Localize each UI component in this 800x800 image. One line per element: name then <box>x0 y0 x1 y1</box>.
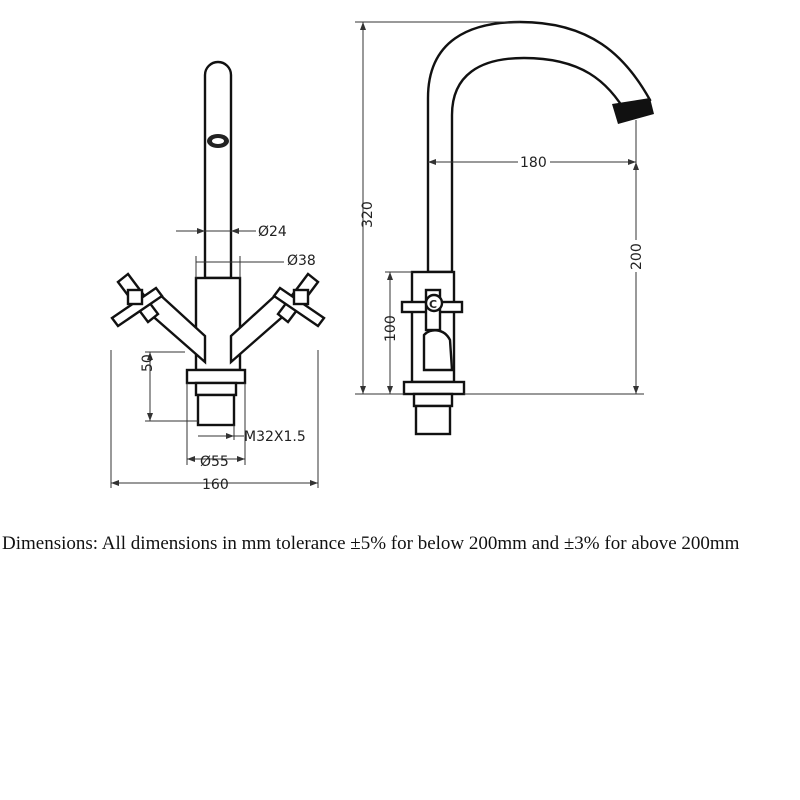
left-cross-handle <box>112 274 162 326</box>
shank-nut <box>196 383 236 395</box>
handle-cap-label: C <box>429 298 438 311</box>
dim-overall-width: 160 <box>202 477 229 493</box>
side-base-flange <box>404 382 464 394</box>
dim-body-height: 100 <box>383 315 399 342</box>
gooseneck-spout <box>428 22 650 272</box>
dim-stem-diameter: Ø24 <box>258 224 287 240</box>
threaded-shank <box>198 395 234 425</box>
dim-spout-reach: 180 <box>520 155 547 171</box>
dim-overall-height: 320 <box>360 201 376 228</box>
stem <box>205 62 231 278</box>
dimensions-caption: Dimensions: All dimensions in mm tolerance ±5% for below 200mm and ±3% for above 200mm <box>2 533 740 554</box>
dim-thread: M32X1.5 <box>244 429 306 445</box>
side-shank-nut <box>414 394 452 406</box>
side-threaded-shank <box>416 406 450 434</box>
base-flange <box>187 370 245 383</box>
front-view <box>111 62 324 493</box>
side-view <box>355 22 654 434</box>
right-cross-handle <box>274 274 324 326</box>
dim-body-diameter: Ø38 <box>287 253 316 269</box>
dim-base-height: 50 <box>140 354 156 372</box>
dim-spout-height: 200 <box>629 243 645 270</box>
dim-base-diameter: Ø55 <box>200 454 229 470</box>
